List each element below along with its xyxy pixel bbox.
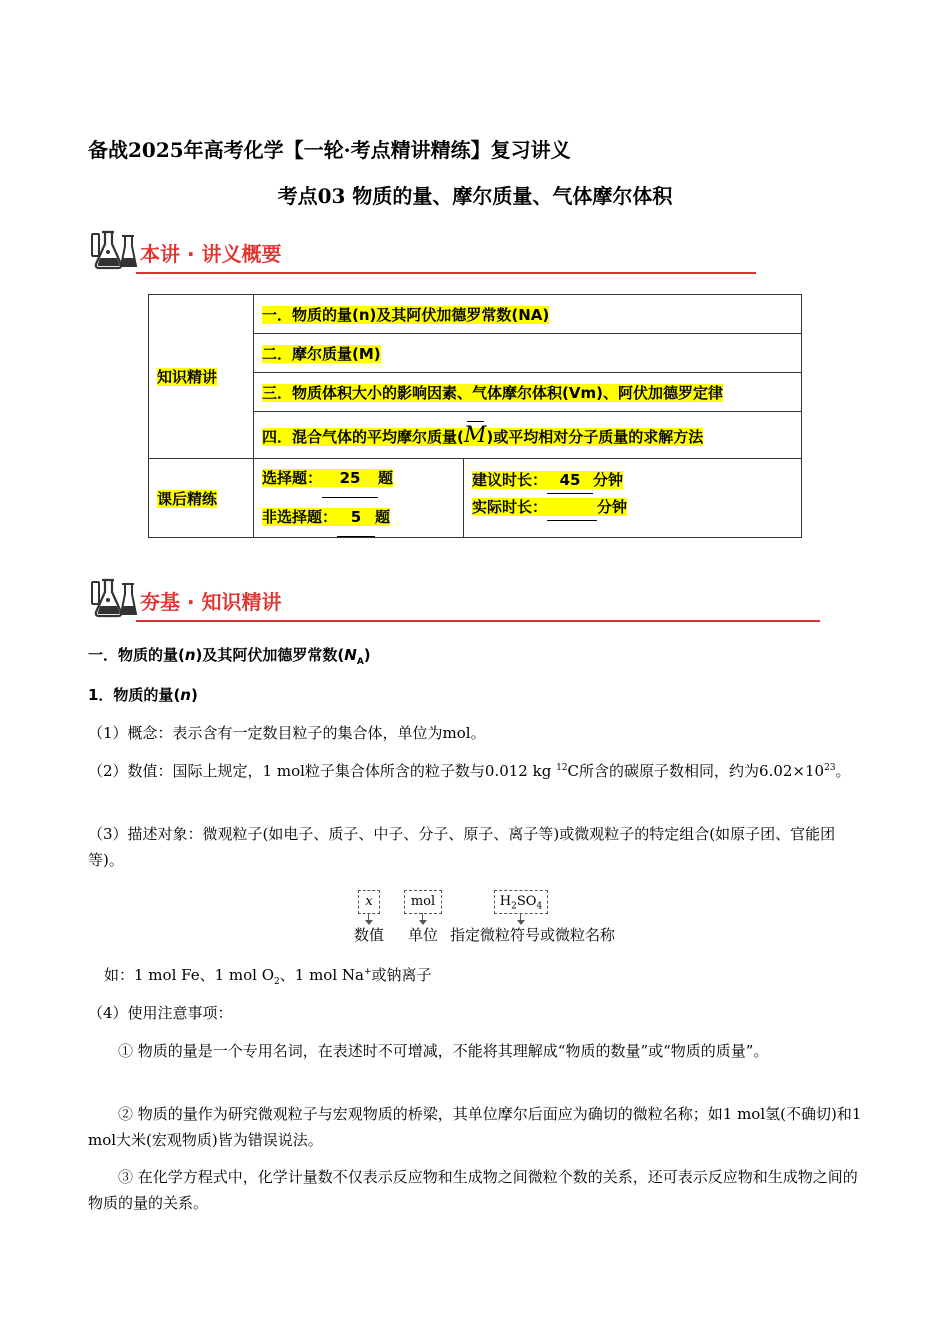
- document-title: 备战2025年高考化学【一轮·考点精讲精练】复习讲义: [88, 138, 571, 162]
- section-divider: [136, 272, 756, 274]
- nonchoice-count: 5: [337, 498, 375, 537]
- actual-duration-blank: [547, 494, 597, 521]
- arrow-icon: [422, 913, 423, 922]
- knowledge-label: 知识精讲: [157, 368, 218, 386]
- note-item-2: ② 物质的量作为研究微观粒子与宏观物质的桥梁，其单位摩尔后面应为确切的微粒名称；如1 mol氢(不确切)和1 mol大米(宏观物质)皆为错误说法。: [88, 1105, 862, 1149]
- section-label: 本讲 · 讲义概要: [140, 242, 282, 266]
- arrow-icon: [520, 913, 521, 922]
- section-label: 夯基 · 知识精讲: [140, 590, 282, 614]
- question-count-cell: 选择题： 25 题 非选择题： 5 题: [254, 459, 464, 538]
- value-label: 数值: [354, 926, 385, 944]
- lab-flask-icon: [88, 576, 140, 618]
- toc-item-2: 二．摩尔质量(M): [254, 334, 802, 373]
- duration-cell: 建议时长： 45 分钟 实际时长： 分钟: [464, 459, 802, 538]
- toc-item-3: 三．物质体积大小的影响因素、气体摩尔体积(Vm)、阿伏加德罗定律: [254, 373, 802, 412]
- paragraph-objects: （3）描述对象：微观粒子(如电子、质子、中子、分子、原子、离子等)或微观粒子的特定组合(如原子团、官能团等)。: [88, 825, 836, 869]
- practice-cell: [149, 459, 254, 538]
- particle-label: 指定微粒符号或微粒名称: [450, 926, 616, 944]
- suggested-duration: 45: [547, 467, 593, 494]
- section-header-knowledge: [88, 576, 828, 622]
- paragraph-value: （2）数值：国际上规定，1 mol粒子集合体所含的粒子数与0.012 kg $^{12}$C所含的碳原子数相同，约为$6.02\times 10^{23}$。: [88, 762, 851, 780]
- note-item-3: ③ 在化学方程式中，化学计量数不仅表示反应物和生成物之间微粒个数的关系，还可表示反应物和生成物之间的物质的量的关系。: [88, 1168, 858, 1212]
- document-subtitle: 考点03 物质的量、摩尔质量、气体摩尔体积: [277, 184, 673, 208]
- heading-level-2: 1．物质的量(n): [88, 686, 198, 704]
- particle-box: $H_2SO_4$: [494, 890, 548, 914]
- mean-molar-mass-symbol: M: [463, 422, 487, 448]
- section-divider: [136, 620, 820, 622]
- heading-level-1: 一．物质的量(n)及其阿伏加德罗常数$(N_A)$: [88, 646, 371, 667]
- knowledge-cell: [149, 295, 254, 459]
- paragraph-concept: （1）概念：表示含有一定数目粒子的集合体，单位为mol。: [88, 724, 486, 742]
- lab-flask-icon: [88, 228, 140, 270]
- mole-expression-diagram: [350, 888, 630, 948]
- toc-item-1: 一．物质的量(n)及其阿伏加德罗常数(NA): [254, 295, 802, 334]
- outline-table: [148, 294, 802, 538]
- section-header-overview: [88, 228, 828, 274]
- paragraph-notes-heading: （4）使用注意事项：: [88, 1004, 233, 1022]
- unit-label: 单位: [408, 926, 439, 944]
- toc-item-4: 四．混合气体的平均摩尔质量(M)或平均相对分子质量的求解方法: [254, 412, 802, 459]
- practice-label: 课后精练: [157, 489, 218, 508]
- value-box: x: [358, 890, 380, 914]
- arrow-icon: [368, 913, 369, 922]
- unit-box: mol: [404, 890, 442, 914]
- note-item-1: ① 物质的量是一个专用名词，在表述时不可增减，不能将其理解成“物质的数量”或“物质的质量”。: [118, 1042, 769, 1060]
- paragraph-example: 如：1 mol Fe、1 mol $O_2$、1 mol Na+或钠离子: [104, 966, 432, 987]
- choice-count: 25: [322, 459, 378, 498]
